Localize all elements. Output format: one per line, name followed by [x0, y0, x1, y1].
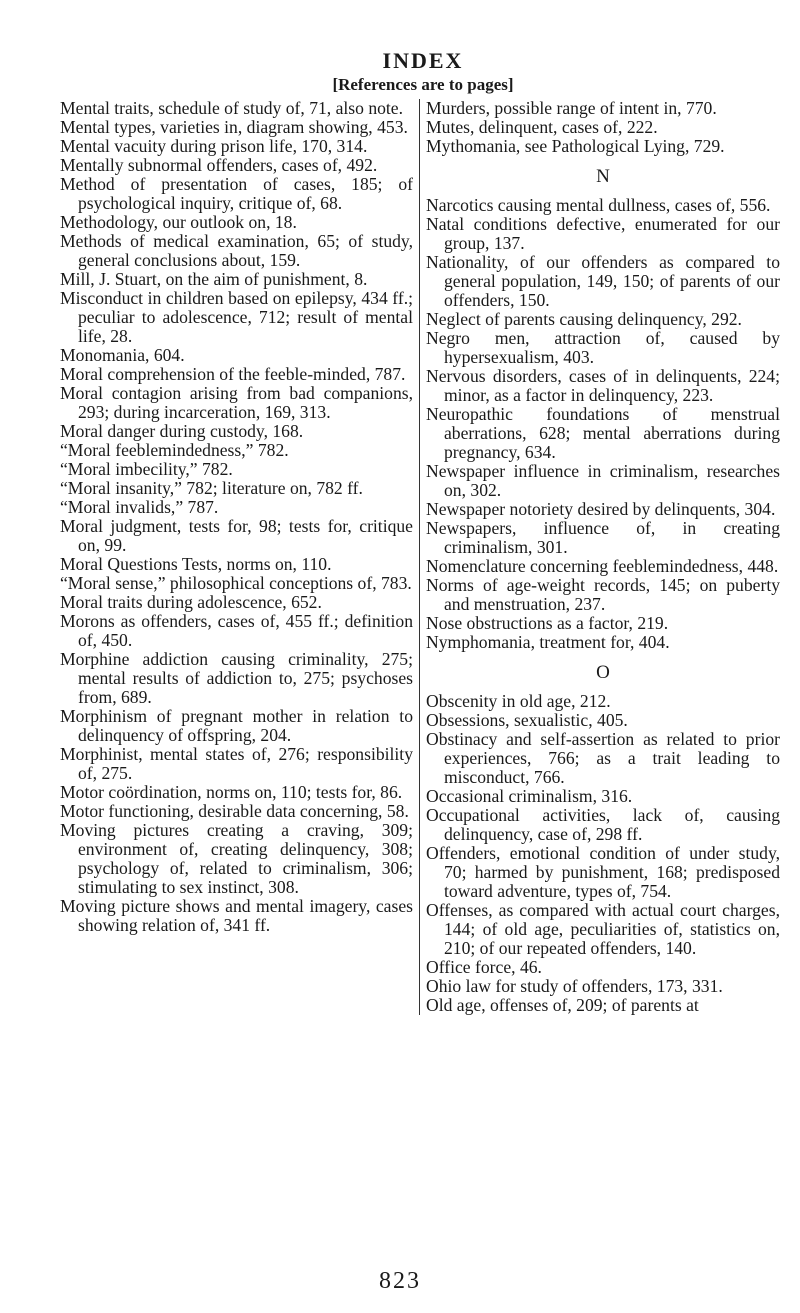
index-entry: Mentally subnormal offenders, cases of, 492. [60, 155, 378, 176]
index-entry: “Moral imbecility,” 782. [60, 459, 233, 480]
o-entries [426, 692, 780, 1015]
index-entry: Old age, offenses of, 209; of parents at [426, 995, 699, 1016]
index-columns [60, 99, 786, 1015]
index-entry: Newspapers, influence of, in creating criminalism, 301. [426, 518, 780, 558]
index-entry: Morphinist, mental states of, 276; responsibility of, 275. [60, 744, 413, 784]
index-entry: Mental types, varieties in, diagram showing, 453. [60, 117, 408, 138]
index-entry: Moral traits during adolescence, 652. [60, 592, 322, 613]
index-entry: Moral judgment, tests for, 98; tests for, critique on, 99. [60, 516, 413, 556]
index-entry: Neuropathic foundations of menstrual aberrations, 628; mental aberrations during pregnancy, 634. [426, 404, 780, 463]
page-subtitle: [References are to pages] [332, 75, 514, 95]
index-entry: Moving picture shows and mental imagery, cases showing relation of, 341 ff. [60, 896, 413, 936]
index-entry: Occasional criminalism, 316. [426, 786, 633, 807]
index-entry: Misconduct in children based on epilepsy, 434 ff.; peculiar to adolescence, 712; result of mental life, 28. [60, 288, 413, 347]
section-letter-n: N [596, 166, 610, 188]
index-entry: Nomenclature concerning feeblemindedness, 448. [426, 556, 779, 577]
index-entry: Moral danger during custody, 168. [60, 421, 304, 442]
index-entry: Moving pictures creating a craving, 309; environment of, creating delinquency, 308; psychology of, related to criminalism, 306; stimulating to sex instinct, 308. [60, 820, 413, 898]
index-entry: Nervous disorders, cases of in delinquents, 224; minor, as a factor in delinquency, 223. [426, 366, 780, 406]
index-entry: “Moral sense,” philosophical conceptions of, 783. [60, 573, 412, 594]
index-entry: Norms of age-weight records, 145; on puberty and menstruation, 237. [426, 575, 780, 615]
page-header [60, 0, 786, 97]
index-entry: Narcotics causing mental dullness, cases of, 556. [426, 195, 771, 216]
index-entry: Morphine addiction causing criminality, 275; mental results of addiction to, 275; psychoses from, 689. [60, 649, 413, 708]
index-entry: Neglect of parents causing delinquency, 292. [426, 309, 742, 330]
page-number: 823 [379, 1268, 421, 1294]
index-entry: Newspaper notoriety desired by delinquents, 304. [426, 499, 776, 520]
index-entry: Ohio law for study of offenders, 173, 331. [426, 976, 723, 997]
index-entry: “Moral invalids,” 787. [60, 497, 219, 518]
index-entry: Natal conditions defective, enumerated for our group, 137. [426, 214, 780, 254]
index-entry: Murders, possible range of intent in, 770. [426, 98, 717, 119]
index-entry: Offenses, as compared with actual court charges, 144; of old age, peculiarities of, statistics on, 210; of our repeated offenders, 140. [426, 900, 780, 959]
index-entry: Methods of medical examination, 65; of study, general conclusions about, 159. [60, 231, 413, 271]
index-entry: Moral Questions Tests, norms on, 110. [60, 554, 332, 575]
right-column [420, 99, 780, 1015]
index-entry: Office force, 46. [426, 957, 542, 978]
index-entry: Occupational activities, lack of, causing delinquency, case of, 298 ff. [426, 805, 780, 845]
index-entry: Moral comprehension of the feeble-minded, 787. [60, 364, 406, 385]
index-entry: Motor coördination, norms on, 110; tests for, 86. [60, 782, 403, 803]
index-entry: Morons as offenders, cases of, 455 ff.; definition of, 450. [60, 611, 413, 651]
index-entry: Nose obstructions as a factor, 219. [426, 613, 669, 634]
index-entry: “Moral feeblemindedness,” 782. [60, 440, 289, 461]
index-entry: Nationality, of our offenders as compared to general population, 149, 150; of parents of our offenders, 150. [426, 252, 780, 311]
index-entry: Nymphomania, treatment for, 404. [426, 632, 670, 653]
index-entry: Motor functioning, desirable data concerning, 58. [60, 801, 409, 822]
index-entry: Negro men, attraction of, caused by hypersexualism, 403. [426, 328, 780, 368]
index-entry: Obstinacy and self-assertion as related to prior experiences, 766; as a trait leading to misconduct, 766. [426, 729, 780, 788]
index-entry: Mental vacuity during prison life, 170, 314. [60, 136, 368, 157]
index-entry: Monomania, 604. [60, 345, 185, 366]
index-entry: Methodology, our outlook on, 18. [60, 212, 297, 233]
index-entry: Morphinism of pregnant mother in relation to delinquency of offspring, 204. [60, 706, 413, 746]
page-title: INDEX [382, 48, 464, 73]
index-entry: Method of presentation of cases, 185; of psychological inquiry, critique of, 68. [60, 174, 413, 214]
index-entry: “Moral insanity,” 782; literature on, 782 ff. [60, 478, 363, 499]
index-entry: Mental traits, schedule of study of, 71, also note. [60, 98, 404, 119]
index-entry: Obscenity in old age, 212. [426, 691, 611, 712]
index-entry: Newspaper influence in criminalism, researches on, 302. [426, 461, 780, 501]
index-entry: Offenders, emotional condition of under study, 70; harmed by punishment, 168; predisposed toward adventure, types of, 754. [426, 843, 780, 902]
n-entries [426, 196, 780, 652]
right-top-entries [426, 99, 780, 156]
index-entry: Mutes, delinquent, cases of, 222. [426, 117, 658, 138]
index-entry: Obsessions, sexualistic, 405. [426, 710, 628, 731]
index-entry: Mythomania, see Pathological Lying, 729. [426, 136, 725, 157]
index-entry: Mill, J. Stuart, on the aim of punishment, 8. [60, 269, 368, 290]
left-column [60, 99, 420, 1015]
index-entry: Moral contagion arising from bad companions, 293; during incarceration, 169, 313. [60, 383, 413, 423]
section-letter-o: O [596, 662, 610, 684]
